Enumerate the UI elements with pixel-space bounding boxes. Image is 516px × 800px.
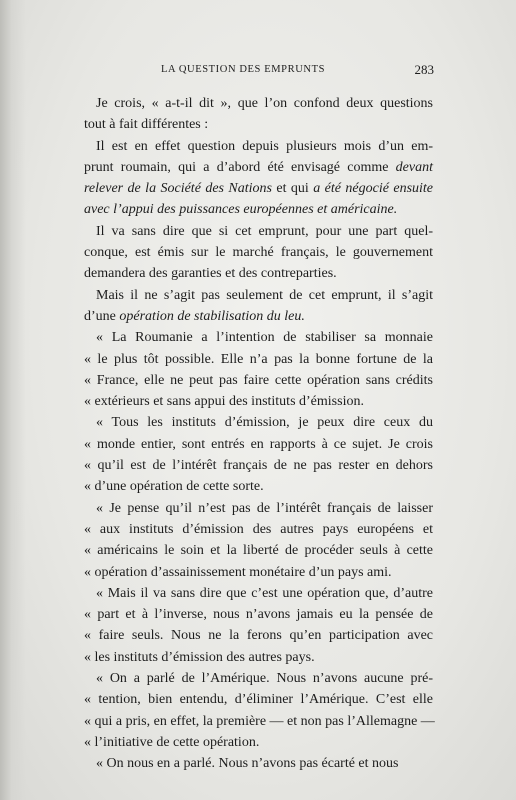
paragraph [84,498,433,583]
page-header [84,64,434,80]
text-line [84,604,433,625]
text-run: « On nous en a parlé. Nous n’avons pas écarté et nous [96,756,399,772]
text-line [84,370,433,391]
text-run: et qui [271,181,314,197]
text-run: prunt roumain, qui a d’abord été envisagé comme [84,159,396,175]
italic-text: a été négocié ensuite [313,181,434,197]
paragraph [84,753,433,774]
italic-text: opération de stabilisation du leu. [119,308,305,324]
text-run: « opération d’assainissement monétaire d’un pays ami. [84,564,392,580]
text-run: Je crois, « a-t-il dit », que l’on confond deux questions [96,96,433,111]
text-line [84,455,433,476]
text-line [84,625,433,646]
paragraph [84,668,433,753]
italic-text: avec l’appui des puissances européennes et américaine. [84,202,398,218]
text-run: Il est en effet question depuis plusieurs mois d’un em- [96,138,433,154]
text-line [84,540,433,561]
text-run: « aux instituts d’émission des autres pays européens et [84,521,433,537]
text-line [84,583,433,604]
text-line [84,753,433,774]
paragraph [84,327,433,412]
text-run: « les instituts d’émission des autres pays. [84,649,315,665]
text-line [84,306,433,327]
text-line [84,391,433,412]
paragraph [84,412,433,497]
text-line [84,349,433,370]
text-run: « France, elle ne peut pas faire cette opération sans crédits [84,372,433,388]
text-line [84,221,433,242]
text-run: « extérieurs et sans appui des instituts d’émission. [84,394,364,410]
text-line [84,114,433,135]
text-run: « l’initiative de cette opération. [84,734,260,750]
text-run: « Je pense qu’il n’est pas de l’intérêt français de laisser [96,500,433,516]
text-run: « La Roumanie a l’intention de stabiliser sa monnaie [96,330,433,346]
text-line [84,562,433,583]
text-line [84,263,433,284]
text-line [84,668,433,689]
text-run: « part et à l’inverse, nous n’avons jamais eu la pensée de [84,607,433,623]
text-run: « qui a pris, en effet, la première — et non pas l’Allemagne — [84,713,435,729]
text-line [84,434,433,455]
text-line [84,178,433,199]
text-run: « faire seuls. Nous ne la ferons qu’en participation avec [84,628,433,644]
text-run: « tention, bien entendu, d’éliminer l’Amérique. C’est elle [84,692,433,708]
paragraph [84,285,433,328]
paragraph [84,93,433,136]
text-run: conque, est émis sur le marché français, le gouvernement [84,245,433,261]
text-run: « Mais il va sans dire que c’est une opération que, d’autre [96,585,433,601]
text-run: « d’une opération de cette sorte. [84,479,264,495]
text-line [84,711,433,732]
text-run: « monde entier, sont entrés en rapports à ce sujet. Je crois [84,436,433,452]
spine-shadow [0,0,26,800]
body-text [84,93,433,775]
paragraph [84,136,433,221]
running-title: LA QUESTION DES EMPRUNTS [161,64,326,75]
text-run: « américains le soin et la liberté de procéder seuls à cette [84,543,433,559]
text-line [84,157,433,178]
text-line [84,498,433,519]
text-run: tout à fait différentes : [84,117,209,133]
text-run: Il va sans dire que si cet emprunt, pour une part quel- [96,223,433,239]
text-line [84,93,433,114]
text-line [84,285,433,306]
italic-text: relever de la Société des Nations [84,181,272,197]
text-line [84,689,433,710]
text-line [84,476,433,497]
text-run: Mais il ne s’agit pas seulement de cet emprunt, il s’agit [96,287,433,303]
text-run: « qu’il est de l’intérêt français de ne pas rester en dehors [84,458,433,474]
text-run: « On a parlé de l’Amérique. Nous n’avons aucune pré- [96,671,433,687]
text-line [84,412,433,433]
text-run: « Tous les instituts d’émission, je peux dire ceux du [96,415,433,431]
text-line [84,519,433,540]
paragraph [84,583,433,668]
text-run: demandera des garanties et des contreparties. [84,266,337,282]
text-line [84,647,433,668]
paragraph [84,221,433,285]
text-line [84,242,433,263]
text-line [84,136,433,157]
text-line [84,732,433,753]
text-run: d’une [84,308,120,324]
page-number: 283 [414,62,434,77]
text-run: « le plus tôt possible. Elle n’a pas la bonne fortune de la [84,351,433,367]
text-line [84,327,433,348]
italic-text: devant [395,159,433,175]
text-line [84,199,433,220]
